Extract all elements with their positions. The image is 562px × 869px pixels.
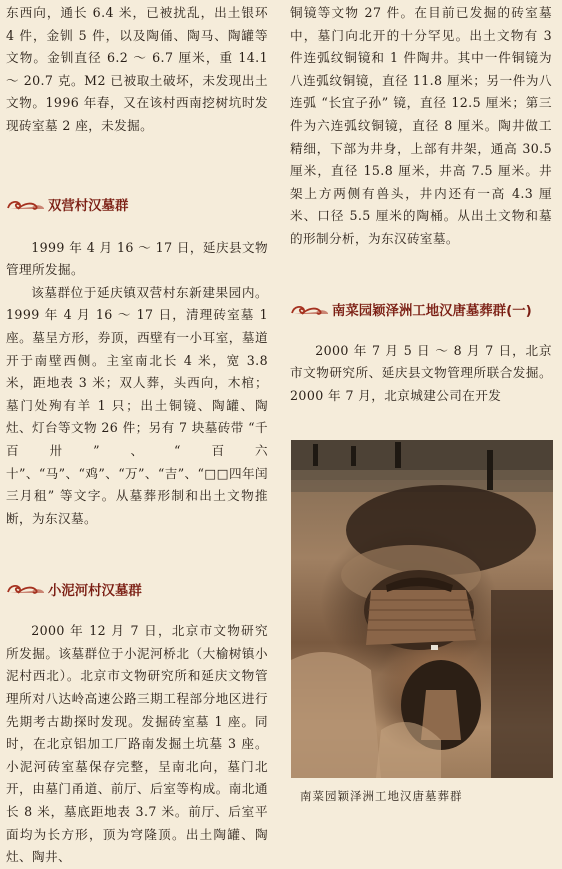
- cloud-scroll-icon: [6, 581, 46, 597]
- section-heading-xiaonihe: [6, 577, 268, 601]
- continued-paragraph: 铜镜等文物 27 件。在目前已发掘的砖室墓中，墓门向北开的十分罕见。出土文物有 3 件连弧纹铜镜和 1 件陶井。其中一件铜镜为八连弧纹铜镜，直径 11.8 厘米；另一件为八连弧 “长宜子孙” 镜，直径 12.5 厘米；第三件为六连弧纹铜镜，直径 8 厘米。陶井做工精细，下部为井身，上部有井架，通高 30.5 厘米，直径 15.8 厘米，井高 7.5 厘米。井架上方两侧有兽头，井内还有一高 4.3 厘米、口径 5.5 厘米的陶桶。从出土文物和墓的形制分析，为东汉砖室墓。: [290, 5, 552, 246]
- excavation-photo: [291, 440, 553, 778]
- cloud-scroll-icon: [6, 197, 46, 213]
- section-title: 小泥河村汉墓群: [48, 583, 142, 599]
- section-heading-nancaiyuan: [290, 298, 552, 322]
- right-column: [290, 0, 552, 407]
- left-column: [6, 0, 268, 869]
- paragraph: 1999 年 4 月 16 ～ 17 日，延庆县文物管理所发掘。: [6, 239, 268, 278]
- section-title: 南菜园颖泽洲工地汉唐墓葬群(一): [332, 304, 532, 320]
- photo-caption: 南菜园颖泽洲工地汉唐墓葬群: [300, 789, 463, 803]
- excavation-scene-illustration: [291, 440, 553, 778]
- intro-paragraph: 东西向，通长 6.4 米，已被扰乱，出土银环 4 件，金钏 5 件，以及陶俑、陶马、陶罐等文物。金钏直径 6.2 ～ 6.7 厘米，重 14.1 ～ 20.7 克。M2 已被取土破坏，未发现出土文物。1996 年春，又在该村西南挖树坑时发现砖室墓 2 座，未发掘。: [6, 5, 268, 133]
- section-title: 双营村汉墓群: [48, 199, 129, 215]
- section-heading-shuangying: [6, 193, 268, 217]
- paragraph: 2000 年 12 月 7 日，北京市文物研究所发掘。该墓群位于小泥河桥北（大榆树镇小泥村西北）。北京市文物研究所和延庆文物管理所对八达岭高速公路三期工程部分地区进行先期考古勘探时发现。发掘砖室墓 1 座。同时，在北京铝加工厂路南发掘土坑墓 3 座。小泥河砖室墓保存完整，呈南北向，墓门北开，由墓门甬道、前厅、后室等构成。南北通长 8 米，墓底距地表 3.7 米。前厅、后室平面均为长方形，顶为穹隆顶。出土陶罐、陶灶、陶井、: [6, 623, 268, 865]
- cloud-scroll-icon: [290, 302, 330, 318]
- paragraph: 该墓群位于延庆镇双营村东新建果园内。1999 年 4 月 16 ～ 17 日，清理砖室墓 1 座。墓呈方形，券顶，西壁有一小耳室，墓道开于南壁西侧。主室南北长 4 米，宽 3.8 米，距地表 3 米；双人葬，头西向，木棺；墓门处殉有羊 1 只；出土铜镜、陶罐、陶灶、灯台等文物 26 件；另有 7 块墓砖带 “千百卅”、“百六十”、“马”、“鸡”、“万”、“吉”、“□□四年闰三月租” 等文字。从墓葬形制和出土文物推断，为东汉墓。: [6, 284, 268, 526]
- paragraph: 2000 年 7 月 5 日 ～ 8 月 7 日，北京市文物研究所、延庆县文物管理所联合发掘。2000 年 7 月，北京城建公司在开发: [290, 342, 552, 403]
